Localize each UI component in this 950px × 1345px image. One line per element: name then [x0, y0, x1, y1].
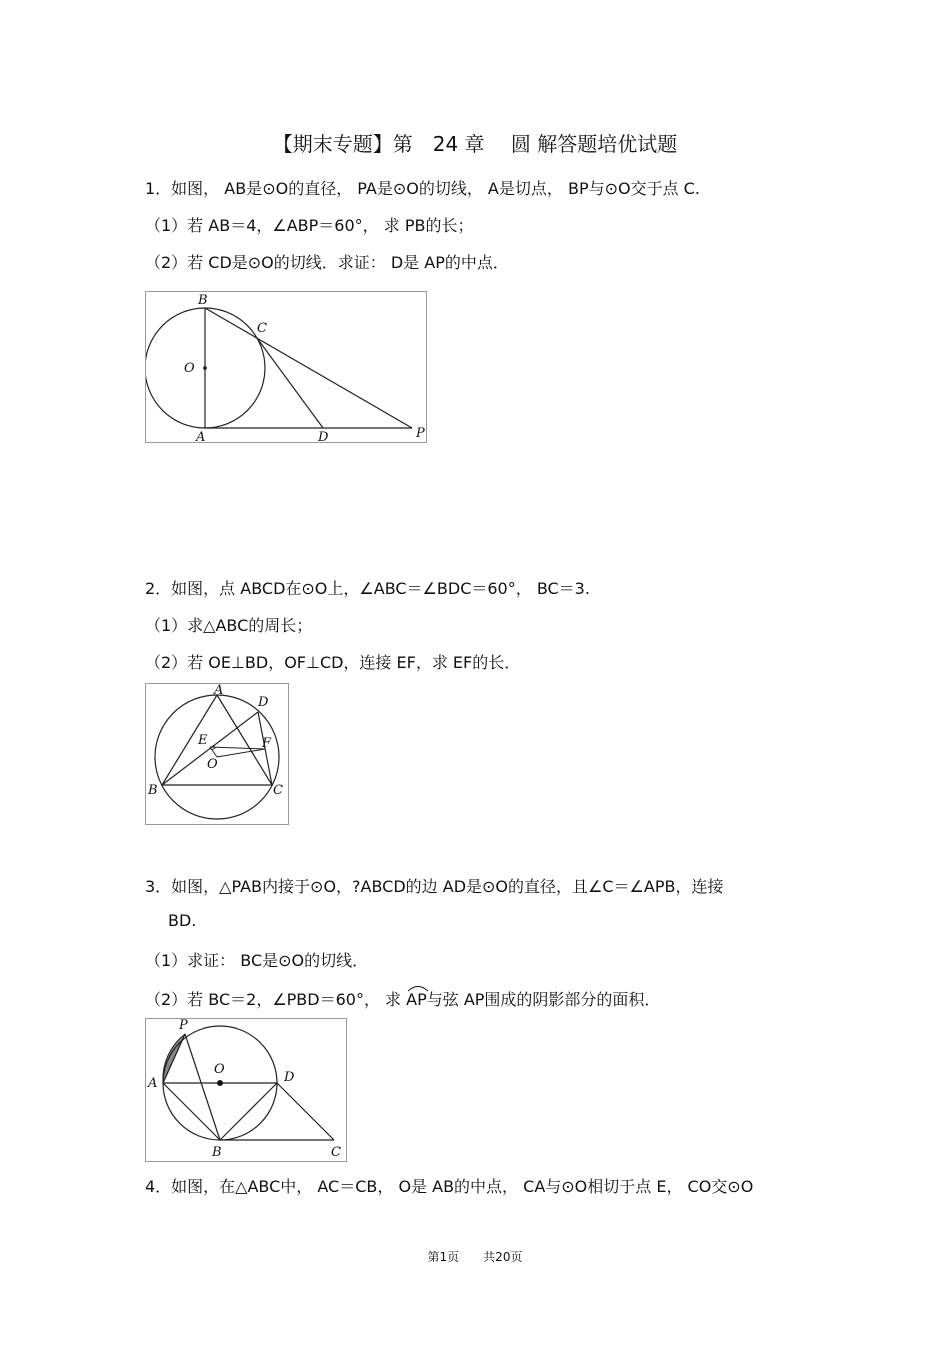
q2-stem: 2．如图，点 ABCD在⊙O上，∠ABC＝∠BDC＝60°， BC＝3.	[145, 579, 590, 598]
q3-diagram	[146, 1019, 346, 1161]
q4-stem: 4．如图，在△ABC中， AC＝CB， O是 AB的中点， CA与⊙O相切于点 E， CO交⊙O	[145, 1177, 754, 1196]
q1-label-o: O	[184, 361, 195, 376]
q1-figure	[145, 291, 427, 443]
q1-label-d: D	[318, 430, 329, 442]
q2-part2: （2）若 OE⊥BD，OF⊥CD，连接 EF，求 EF的长．	[145, 653, 521, 672]
q3-part2-text-a: （2）若 BC＝2，∠PBD＝60°， 求	[145, 990, 407, 1009]
q2-figure	[145, 683, 289, 825]
q2-label-c: C	[273, 783, 283, 798]
q1-label-a: A	[196, 430, 206, 442]
q3-label-d: D	[284, 1070, 295, 1085]
q1-label-b: B	[198, 293, 208, 308]
q3-stem: 3．如图，△PAB内接于⊙O，?ABCD的边 AD是⊙O的直径，且∠C＝∠APB，连接	[145, 877, 724, 896]
arc-ap-label: AP	[406, 990, 427, 1009]
q3-label-o: O	[214, 1062, 225, 1077]
q3-label-a: A	[148, 1076, 158, 1091]
q1-stem: 1．如图， AB是⊙O的直径， PA是⊙O的切线， A是切点， BP与⊙O交于点 C.	[145, 179, 700, 198]
q3-label-p: P	[179, 1019, 188, 1033]
q2-label-f: F	[262, 736, 272, 751]
q3-part1: （1）求证： BC是⊙O的切线．	[145, 951, 369, 970]
q1-label-p: P	[416, 426, 425, 441]
q3-part2-text-b: 与弦 AP围成的阴影部分的面积．	[426, 990, 661, 1009]
q3-part2	[145, 987, 660, 1010]
q2-part1: （1）求△ABC的周长；	[145, 616, 313, 635]
q2-label-a: A	[214, 684, 224, 698]
q2-label-b: B	[148, 783, 158, 798]
q2-label-e: E	[198, 733, 208, 748]
q3-label-c: C	[331, 1145, 341, 1160]
q1-label-c: C	[257, 321, 267, 336]
q3-label-b: B	[212, 1145, 222, 1160]
q1-part2: （2）若 CD是⊙O的切线．求证： D是 AP的中点．	[145, 253, 509, 272]
q2-diagram	[146, 684, 288, 824]
arc-ap	[406, 990, 427, 1009]
q2-label-o: O	[207, 757, 218, 772]
page-footer: 第1页 共20页	[427, 1250, 523, 1264]
q3-figure	[145, 1018, 347, 1162]
q2-label-d: D	[258, 695, 269, 710]
arc-symbol-icon	[406, 982, 430, 992]
q3-stem-cont: BD.	[168, 911, 197, 930]
page-title: 【期末专题】第 24 章 圆 解答题培优试题	[272, 132, 678, 156]
q1-diagram	[146, 292, 426, 442]
q1-part1: （1）若 AB＝4，∠ABP＝60°， 求 PB的长；	[145, 216, 474, 235]
